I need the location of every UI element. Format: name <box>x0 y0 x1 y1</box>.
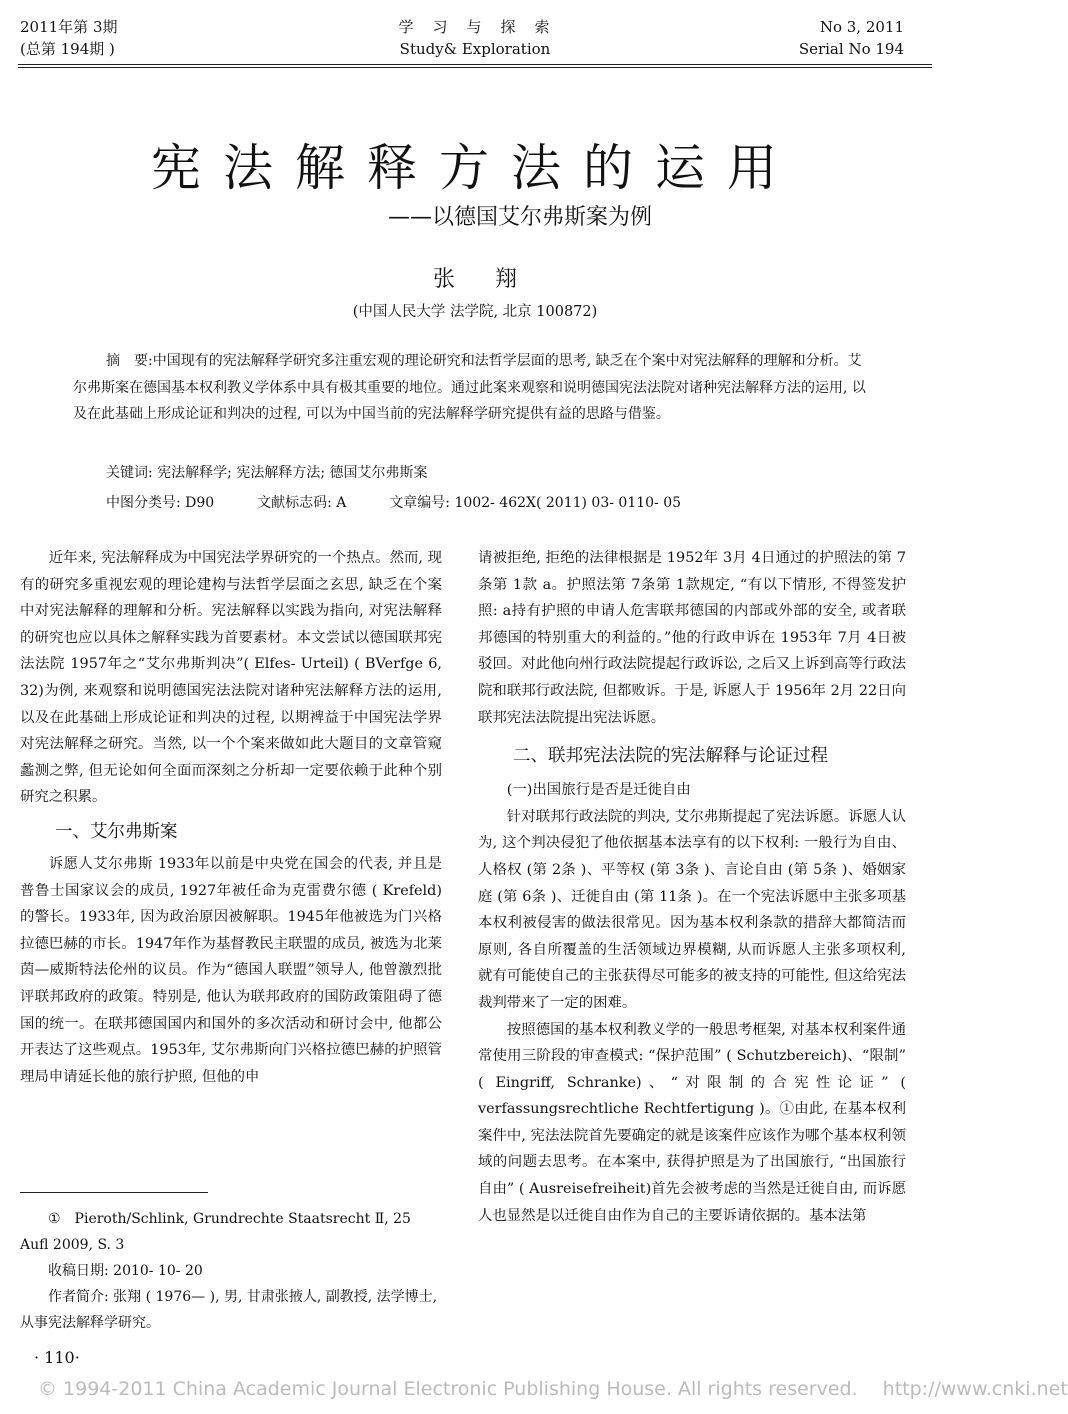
keywords: 关键词: 宪法解释学; 宪法解释方法; 德国艾尔弗斯案 <box>106 465 428 481</box>
header-rule-2 <box>18 67 932 68</box>
footnote-rule <box>20 1192 208 1193</box>
right-column <box>478 545 906 1229</box>
issue-en-line: No 3, 2011 <box>819 18 904 36</box>
abstract <box>73 348 871 428</box>
author-affiliation: (中国人民大学 法学院, 北京 100872) <box>352 304 598 320</box>
serial-issue-line: (总第 194期 ) <box>20 40 115 58</box>
intro-paragraph: 近年来, 宪法解释成为中国宪法学界研究的一个热点。然而, 现有的研究多重视宏观的理论建构与法哲学层面之玄思, 缺乏在个案中对宪法解释的理解和分析。宪法解释以实践为指向, 对宪法解释的研究也应以具体之解释实践为首要素材。本文尝试以德国联邦宪法法院 1957年之“艾尔弗斯判决”( Elfes- Urteil) ( BVerfge 6, 32)为例, 来观察和说明德国宪法法院对诸种宪法解释方法的运用, 以及在此基础上形成论证和判决的过程, 以期裨益于中国宪法学界对宪法解释之研究。当然, 以一个个案来做如此大题目的文章管窥蠡测之弊, 但无论如何全面而深刻之分析却一定要依赖于此种个别研究之积累。 <box>20 550 442 806</box>
journal-name-cn: 学 习 与 探 索 <box>398 18 552 36</box>
section-1-paragraph: 诉愿人艾尔弗斯 1933年以前是中央党在国会的代表, 并且是普鲁士国家议会的成员, 1927年被任命为克雷费尔德 ( Krefeld)的警长。1933年, 因为政治原因被解职。1945年他被选为门兴格拉德巴赫的市长。1947年作为基督教民主联盟的成员, 被选为北莱茵—威斯特法伦州的议员。作为“德国人联盟”领导人, 他曾激烈批评联邦政府的政策。特别是, 他认为联邦政府的国防政策阻碍了德国的统一。在联邦德国国内和国外的多次活动和研讨会中, 他都公开表达了这些观点。1953年, 艾尔弗斯向门兴格拉德巴赫的护照管理局申请延长他的旅行护照, 但他的申 <box>20 855 442 1085</box>
serial-en-line: Serial No 194 <box>798 40 904 58</box>
section-2-heading: 二、联邦宪法法院的宪法解释与论证过程 <box>513 746 828 767</box>
received-date: 收稿日期: 2010- 10- 20 <box>48 1263 203 1279</box>
section-2-paragraph-2: 按照德国的基本权利教义学的一般思考框架, 对基本权利案件通常使用三阶段的审查模式: “保护范围” ( Schutzbereich)、“限制” ( Eingriff, Schranke)、“对限制的合宪性论证” ( verfassungsrechtliche Rechtfertigung )。①由此, 在基本权利案件中, 宪法法院首先要确定的就是该案件应该作为哪个基本权利领域的问题去思考。在本案中, 获得护照是为了出国旅行, “出国旅行自由” ( Ausreisefreiheit)首先会被考虑的当然是迁徙自由, 而诉愿人也显然是以迁徙自由作为自己的主要诉请依据的。基本法第 <box>478 1021 906 1224</box>
article-subtitle: ——以德国艾尔弗斯案为例 <box>387 205 652 230</box>
section-1-heading: 一、艾尔弗斯案 <box>55 821 178 842</box>
footnote-1: ① Pieroth/Schlink, Grundrechte Staatsrecht Ⅱ, 25 Aufl 2009, S. 3 <box>20 1211 411 1253</box>
header-rule <box>18 64 932 65</box>
left-column <box>20 545 442 1090</box>
author-name: 张翔 <box>432 267 557 292</box>
footnotes <box>20 1206 440 1336</box>
abstract-body <box>73 348 871 428</box>
section-2-paragraph-1: 针对联邦行政法院的判决, 艾尔弗斯提起了宪法诉愿。诉愿人认为, 这个判决侵犯了他依据基本法享有的以下权利: 一般行为自由、人格权 (第 2条 )、平等权 (第 3条 )、言论自由 (第 5条 )、婚姻家庭 (第 6条 )、迁徙自由 (第 11条 )。在一个宪法诉愿中主张多项基本权利被侵害的做法很常见。因为基本权利条款的措辞大都简洁而原则, 各自所覆盖的生活领域边界模糊, 从而诉愿人主张多项权利, 就有可能使自己的主张获得尽可能多的被支持的可能性, 但这给宪法裁判带来了一定的困难。 <box>478 808 906 1011</box>
abstract-label: 摘 要: <box>106 353 153 369</box>
article-title: 宪法解释方法的运用 <box>151 139 799 197</box>
issue-line: 2011年第 3期 <box>20 18 118 36</box>
article-number: 文章编号: 1002- 462X( 2011) 03- 0110- 05 <box>389 495 682 511</box>
subsection-1-heading: (一)出国旅行是否是迁徙自由 <box>506 782 691 799</box>
page-number: · 110· <box>34 1348 80 1367</box>
case-continuation-paragraph: 请被拒绝, 拒绝的法律根据是 1952年 3月 4日通过的护照法的第 7条第 1款 a。护照法第 7条第 1款规定, “有以下情形, 不得签发护照: a持有护照的申请人危害联邦德国的内部或外部的安全, 或者联邦德国的特别重大的利益的。”他的行政申诉在 1953年 7月 4日被驳回。对此他向州行政法院提起行政诉讼, 之后又上诉到高等行政法院和联邦行政法院, 但都败诉。于是, 诉愿人于 1956年 2月 22日向联邦宪法法院提出宪法诉愿。 <box>478 550 906 726</box>
classification-line <box>106 492 866 512</box>
journal-issue-en <box>799 16 904 60</box>
clc-number: 中图分类号: D90 <box>106 495 215 511</box>
abstract-text: 中国现有的宪法解释学研究多注重宏观的理论研究和法哲学层面的思考, 缺乏在个案中对宪法解释的理解和分析。艾尔弗斯案在德国基本权利教义学体系中具有极其重要的地位。通过此案来观察和说明德国宪法法院对诸种宪法解释方法的运用, 以及在此基础上形成论证和判决的过程, 可以为中国当前的宪法解释学研究提供有益的思路与借鉴。 <box>73 353 866 422</box>
copyright-watermark: © 1994-2011 China Academic Journal Electronic Publishing House. All rights reserved. http://www.cnki.net <box>38 1378 1068 1400</box>
journal-name-en: Study& Exploration <box>399 40 551 58</box>
document-code: 文献标志码: A <box>257 495 347 511</box>
author-bio: 作者简介: 张翔 ( 1976— ), 男, 甘肃张掖人, 副教授, 法学博士, 从事宪法解释学研究。 <box>20 1289 438 1331</box>
